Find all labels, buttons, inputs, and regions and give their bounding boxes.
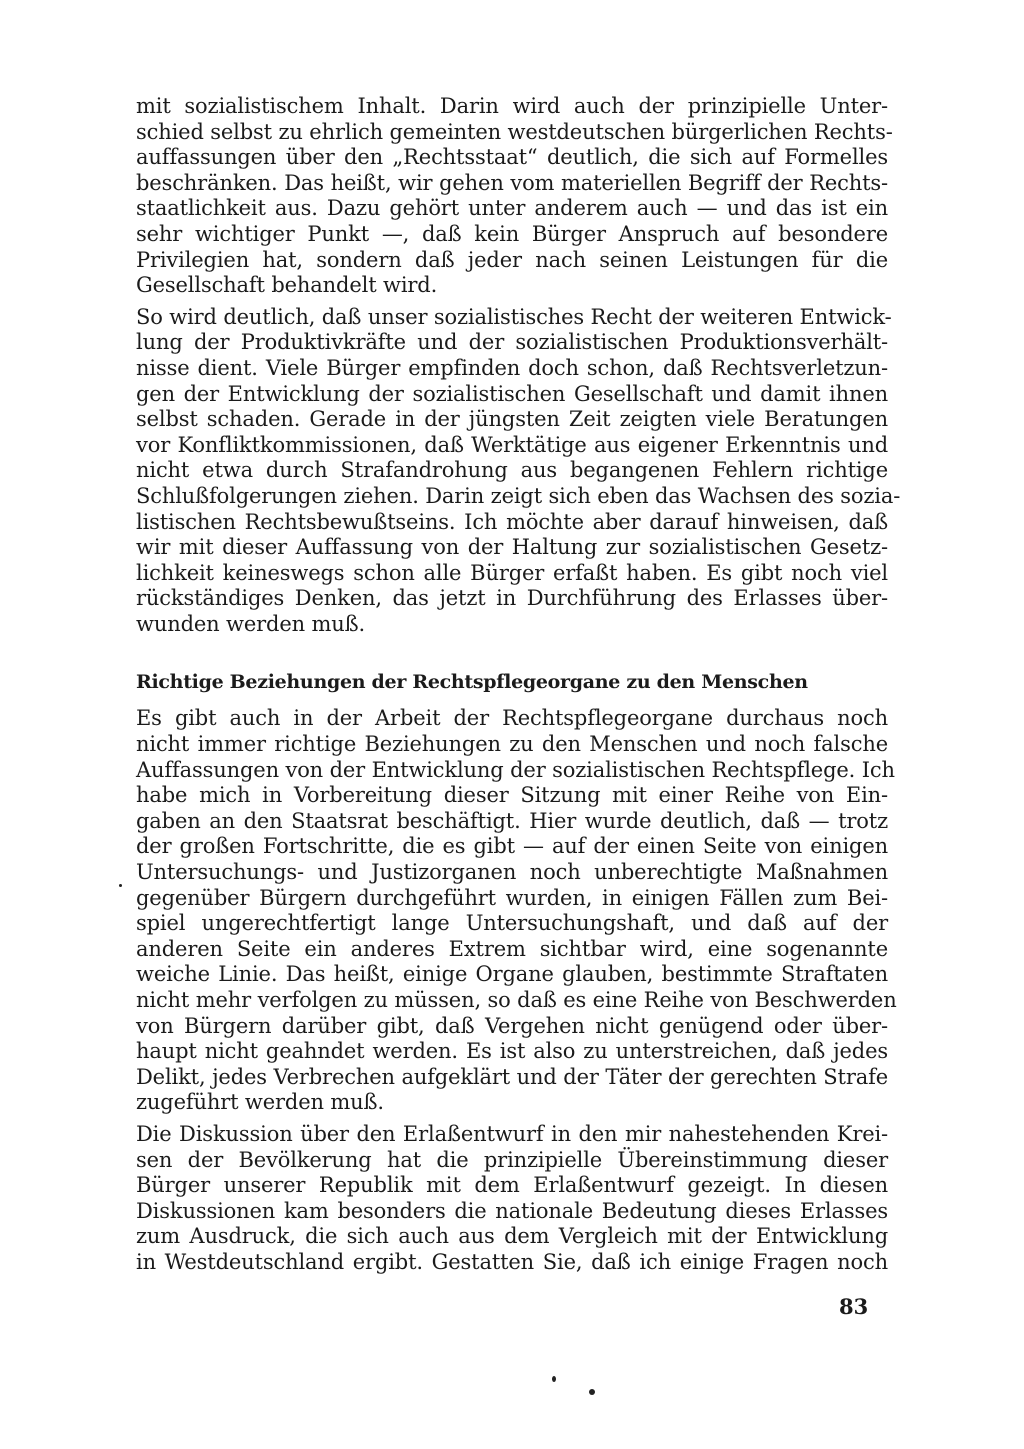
paragraph-4 bbox=[136, 1122, 888, 1276]
scan-speck bbox=[589, 1389, 595, 1395]
text-line: selbst schaden. Gerade in der jüngsten Zeit zeigten viele Beratungen bbox=[136, 407, 888, 432]
text-line: zum Ausdruck, die sich auch aus dem Vergleich mit der Entwicklung bbox=[136, 1224, 888, 1249]
text-line: wunden werden muß. bbox=[136, 611, 366, 636]
text-line: Gesellschaft behandelt wird. bbox=[136, 273, 438, 298]
text-line: So wird deutlich, daß unser sozialistisches Recht der weiteren Entwick- bbox=[136, 304, 892, 329]
section-heading: Richtige Beziehungen der Rechtspflegeorgane zu den Menschen bbox=[136, 671, 808, 694]
text-line: Diskussionen kam besonders die nationale Bedeutung dieses Erlasses bbox=[136, 1198, 888, 1223]
text-line: Schlußfolgerungen ziehen. Darin zeigt sich eben das Wachsen des sozia- bbox=[136, 483, 901, 508]
text-line: rückständiges Denken, das jetzt in Durchführung des Erlasses über- bbox=[136, 586, 888, 611]
text-line: lichkeit keineswegs schon alle Bürger erfaßt haben. Es gibt noch viel bbox=[136, 560, 888, 585]
text-line: lung der Produktivkräfte und der sozialistischen Produktionsverhält- bbox=[136, 330, 888, 355]
text-line: nicht etwa durch Strafandrohung aus begangenen Fehlern richtige bbox=[136, 458, 888, 483]
scan-speck bbox=[552, 1376, 556, 1382]
text-line: sehr wichtiger Punkt —, daß kein Bürger Anspruch auf besondere bbox=[136, 221, 888, 246]
text-line: schied selbst zu ehrlich gemeinten westdeutschen bürgerlichen Rechts- bbox=[136, 119, 893, 144]
text-line: Privilegien hat, sondern daß jeder nach seinen Leistungen für die bbox=[136, 247, 888, 272]
text-line: anderen Seite ein anderes Extrem sichtbar wird, eine sogenannte bbox=[136, 936, 888, 961]
text-line: listischen Rechtsbewußtseins. Ich möchte aber darauf hinweisen, daß bbox=[136, 509, 888, 534]
text-line: weiche Linie. Das heißt, einige Organe glauben, bestimmte Straftaten bbox=[136, 962, 888, 987]
paragraph-3 bbox=[136, 706, 897, 1116]
text-line: nicht immer richtige Beziehungen zu den Menschen und noch falsche bbox=[136, 732, 888, 757]
text-line: habe mich in Vorbereitung dieser Sitzung mit einer Reihe von Ein- bbox=[136, 783, 888, 808]
text-line: auffassungen über den „Rechtsstaat“ deutlich, die sich auf Formelles bbox=[136, 145, 888, 170]
text-line: zugeführt werden muß. bbox=[136, 1090, 384, 1115]
text-line: nicht mehr verfolgen zu müssen, so daß es eine Reihe von Beschwerden bbox=[136, 988, 897, 1012]
text-line: wir mit dieser Auffassung von der Haltung zur sozialistischen Gesetz- bbox=[136, 535, 888, 560]
text-line: der großen Fortschritte, die es gibt — auf der einen Seite von einigen bbox=[136, 834, 888, 859]
text-line: nisse dient. Viele Bürger empfinden doch schon, daß Rechtsverletzun- bbox=[136, 355, 888, 380]
text-line: Die Diskussion über den Erlaßentwurf in den mir nahestehenden Krei- bbox=[136, 1121, 888, 1146]
text-line: Bürger unserer Republik mit dem Erlaßentwurf gezeigt. In diesen bbox=[136, 1173, 888, 1198]
scan-speck bbox=[119, 884, 122, 887]
text-line: gegenüber Bürgern durchgeführt wurden, in einigen Fällen zum Bei- bbox=[136, 885, 888, 910]
text-line: gen der Entwicklung der sozialistischen Gesellschaft und damit ihnen bbox=[136, 381, 888, 406]
paragraph-1 bbox=[136, 94, 893, 299]
page-number: 83 bbox=[839, 1294, 869, 1319]
text-line: Auffassungen von der Entwicklung der sozialistischen Rechtspflege. Ich bbox=[136, 757, 895, 782]
text-line: beschränken. Das heißt, wir gehen vom materiellen Begriff der Rechts- bbox=[136, 170, 888, 195]
text-line: sen der Bevölkerung hat die prinzipielle Übereinstimmung dieser bbox=[136, 1147, 888, 1172]
text-line: vor Konfliktkommissionen, daß Werktätige aus eigener Erkenntnis und bbox=[136, 432, 888, 457]
text-line: Untersuchungs- und Justizorganen noch unberechtigte Maßnahmen bbox=[136, 860, 888, 885]
text-line: gaben an den Staatsrat beschäftigt. Hier wurde deutlich, daß — trotz bbox=[136, 808, 888, 833]
text-line: Es gibt auch in der Arbeit der Rechtspflegeorgane durchaus noch bbox=[136, 706, 888, 731]
paragraph-2 bbox=[136, 304, 901, 638]
page-body bbox=[136, 94, 901, 1282]
text-line: staatlichkeit aus. Dazu gehört unter anderem auch — und das ist ein bbox=[136, 196, 888, 221]
text-line: haupt nicht geahndet werden. Es ist also zu unterstreichen, daß jedes bbox=[136, 1039, 888, 1064]
text-line: in Westdeutschland ergibt. Gestatten Sie, daß ich einige Fragen noch bbox=[136, 1249, 888, 1274]
text-line: von Bürgern darüber gibt, daß Vergehen nicht genügend oder über- bbox=[136, 1013, 888, 1038]
text-line: spiel ungerechtfertigt lange Untersuchungshaft, und daß auf der bbox=[136, 911, 888, 936]
text-line: mit sozialistischem Inhalt. Darin wird auch der prinzipielle Unter- bbox=[136, 94, 888, 118]
text-line: Delikt, jedes Verbrechen aufgeklärt und der Täter der gerechten Strafe bbox=[136, 1064, 888, 1089]
